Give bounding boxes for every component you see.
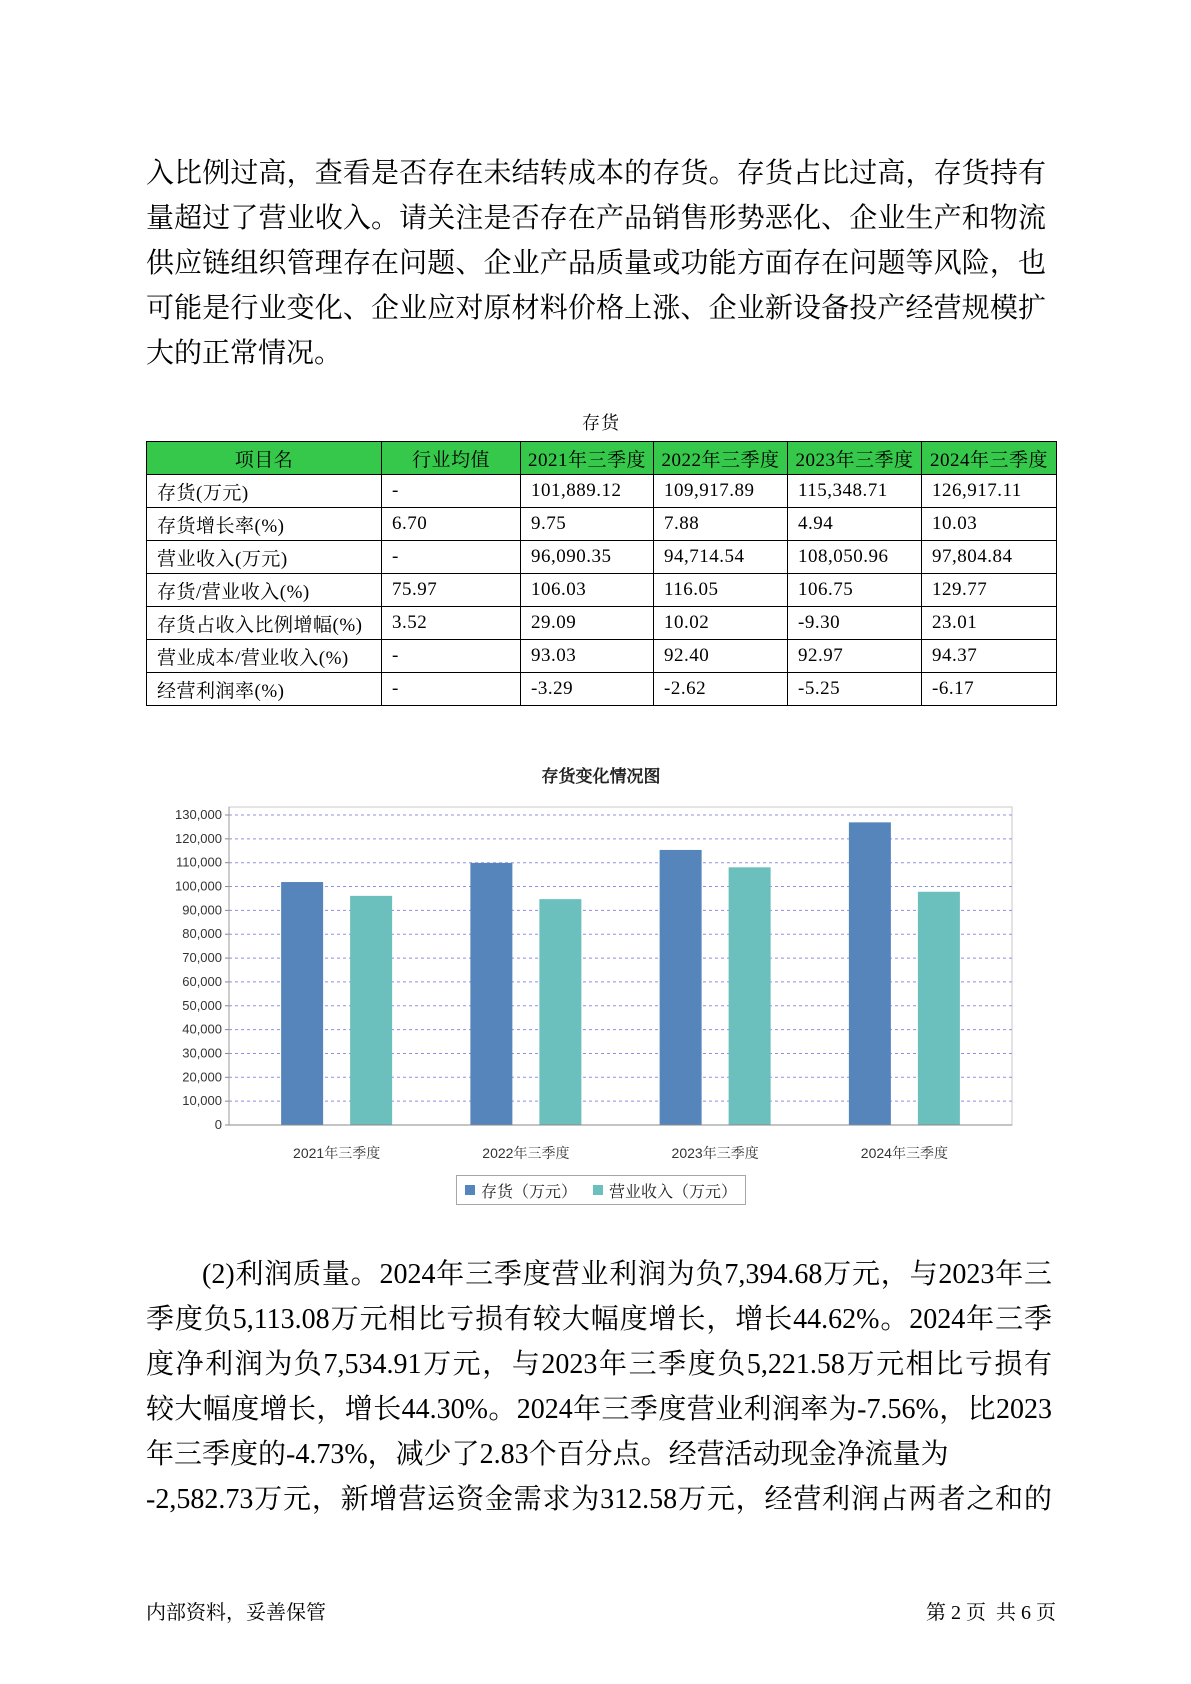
value-cell: 96,090.35 — [521, 541, 654, 574]
y-tick-label: 0 — [214, 1117, 222, 1132]
paragraph-line: 度净利润为负7,534.91万元，与2023年三季度负5,221.58万元相比亏损有 — [146, 1349, 1052, 1380]
table-body — [147, 475, 1057, 706]
x-category-label: 2024年三季度 — [860, 1145, 948, 1161]
chart-legend — [456, 1175, 746, 1205]
table-row — [147, 673, 1057, 706]
paragraph-line: 供应链组织管理存在问题、企业产品质量或功能方面存在问题等风险，也 — [146, 248, 1046, 279]
value-cell: -2.62 — [654, 673, 788, 706]
table-caption: 存货 — [582, 413, 620, 433]
value-cell: -3.29 — [521, 673, 654, 706]
row-label-cell: 存货占收入比例增幅(%) — [147, 607, 382, 640]
y-tick-label: 110,000 — [175, 854, 222, 870]
table-row — [147, 508, 1057, 541]
value-cell: 7.88 — [654, 508, 788, 541]
value-cell: 93.03 — [521, 640, 654, 673]
value-cell: 106.75 — [788, 574, 922, 607]
y-tick-label: 10,000 — [182, 1093, 222, 1109]
chart-title: 存货变化情况图 — [541, 767, 661, 786]
inventory-bar-chart — [150, 790, 1030, 1175]
inventory-bar — [281, 882, 323, 1125]
footer-page-number: 第 2 页 共 6 页 — [926, 1602, 1056, 1624]
column-header: 项目名 — [147, 442, 382, 475]
column-header: 2024年三季度 — [922, 442, 1057, 475]
value-cell: 92.97 — [788, 640, 922, 673]
value-cell: 94,714.54 — [654, 541, 788, 574]
revenue-bar — [350, 896, 392, 1125]
y-tick-label: 130,000 — [175, 807, 222, 822]
value-cell: -5.25 — [788, 673, 922, 706]
column-header: 2022年三季度 — [654, 442, 788, 475]
value-cell: 4.94 — [788, 508, 922, 541]
paragraph-line: 可能是行业变化、企业应对原材料价格上涨、企业新设备投产经营规模扩 — [146, 293, 1046, 324]
table-row — [147, 475, 1057, 508]
y-tick-label: 20,000 — [182, 1069, 222, 1085]
row-label-cell: 存货增长率(%) — [147, 508, 382, 541]
legend-swatch — [465, 1185, 475, 1195]
inventory-bar — [470, 863, 512, 1125]
column-header: 2021年三季度 — [521, 442, 654, 475]
value-cell: 97,804.84 — [922, 541, 1057, 574]
value-cell: 3.52 — [382, 607, 521, 640]
value-cell: 29.09 — [521, 607, 654, 640]
value-cell: - — [382, 673, 521, 706]
table-row — [147, 607, 1057, 640]
y-tick-label: 30,000 — [182, 1045, 222, 1061]
paragraph-line: 大的正常情况。 — [146, 338, 343, 369]
revenue-bar — [539, 899, 581, 1125]
value-cell: 108,050.96 — [788, 541, 922, 574]
legend-label: 营业收入（万元） — [609, 1183, 738, 1201]
row-label-cell: 经营利润率(%) — [147, 673, 382, 706]
value-cell: 92.40 — [654, 640, 788, 673]
x-category-label: 2022年三季度 — [482, 1145, 570, 1161]
paragraph-line: (2)利润质量。2024年三季度营业利润为负7,394.68万元，与2023年三 — [202, 1259, 1052, 1290]
footer-confidential-note: 内部资料，妥善保管 — [146, 1602, 326, 1624]
y-tick-label: 120,000 — [175, 830, 222, 846]
y-tick-label: 60,000 — [182, 973, 222, 989]
value-cell: 75.97 — [382, 574, 521, 607]
table-header-row — [147, 442, 1057, 475]
paragraph-line: -2,582.73万元，新增营运资金需求为312.58万元，经营利润占两者之和的 — [146, 1484, 1052, 1515]
inventory-table — [146, 441, 1057, 706]
legend-item-inventory — [465, 1179, 577, 1202]
y-tick-label: 50,000 — [182, 997, 222, 1013]
paragraph-line: 较大幅度增长，增长44.30%。2024年三季度营业利润率为-7.56%，比2023 — [146, 1394, 1052, 1425]
column-header: 行业均值 — [382, 442, 521, 475]
value-cell: - — [382, 475, 521, 508]
x-category-label: 2023年三季度 — [671, 1145, 759, 1161]
row-label-cell: 存货/营业收入(%) — [147, 574, 382, 607]
inventory-bar — [660, 850, 702, 1125]
profit-quality-paragraph — [146, 1252, 1052, 1522]
value-cell: 126,917.11 — [922, 475, 1057, 508]
table-row — [147, 640, 1057, 673]
value-cell: 109,917.89 — [654, 475, 788, 508]
value-cell: 10.03 — [922, 508, 1057, 541]
value-cell: -6.17 — [922, 673, 1057, 706]
y-tick-label: 80,000 — [182, 926, 222, 942]
paragraph-line: 量超过了营业收入。请关注是否存在产品销售形势恶化、企业生产和物流 — [146, 203, 1046, 234]
y-tick-label: 40,000 — [182, 1021, 222, 1037]
value-cell: 106.03 — [521, 574, 654, 607]
analysis-paragraph — [146, 151, 1046, 376]
legend-label: 存货（万元） — [480, 1183, 577, 1201]
row-label-cell: 营业收入(万元) — [147, 541, 382, 574]
table-row — [147, 541, 1057, 574]
value-cell: - — [382, 640, 521, 673]
y-tick-label: 90,000 — [182, 902, 222, 918]
table-header — [147, 442, 1057, 475]
value-cell: - — [382, 541, 521, 574]
value-cell: 10.02 — [654, 607, 788, 640]
value-cell: 101,889.12 — [521, 475, 654, 508]
value-cell: 9.75 — [521, 508, 654, 541]
row-label-cell: 存货(万元) — [147, 475, 382, 508]
x-category-label: 2021年三季度 — [293, 1145, 381, 1161]
value-cell: 115,348.71 — [788, 475, 922, 508]
revenue-bar — [729, 867, 771, 1125]
legend-item-revenue — [593, 1179, 737, 1202]
value-cell: 116.05 — [654, 574, 788, 607]
column-header: 2023年三季度 — [788, 442, 922, 475]
value-cell: 94.37 — [922, 640, 1057, 673]
revenue-bar — [918, 892, 960, 1125]
y-tick-label: 100,000 — [175, 878, 222, 894]
legend-swatch — [593, 1185, 603, 1195]
value-cell: -9.30 — [788, 607, 922, 640]
value-cell: 129.77 — [922, 574, 1057, 607]
paragraph-line: 季度负5,113.08万元相比亏损有较大幅度增长，增长44.62%。2024年三季 — [146, 1304, 1052, 1335]
inventory-bar — [849, 822, 891, 1125]
row-label-cell: 营业成本/营业收入(%) — [147, 640, 382, 673]
y-tick-label: 70,000 — [182, 950, 222, 966]
table-row — [147, 574, 1057, 607]
value-cell: 6.70 — [382, 508, 521, 541]
paragraph-line: 年三季度的-4.73%，减少了2.83个百分点。经营活动现金净流量为 — [146, 1439, 949, 1470]
paragraph-line: 入比例过高，查看是否存在未结转成本的存货。存货占比过高，存货持有 — [146, 158, 1046, 189]
value-cell: 23.01 — [922, 607, 1057, 640]
